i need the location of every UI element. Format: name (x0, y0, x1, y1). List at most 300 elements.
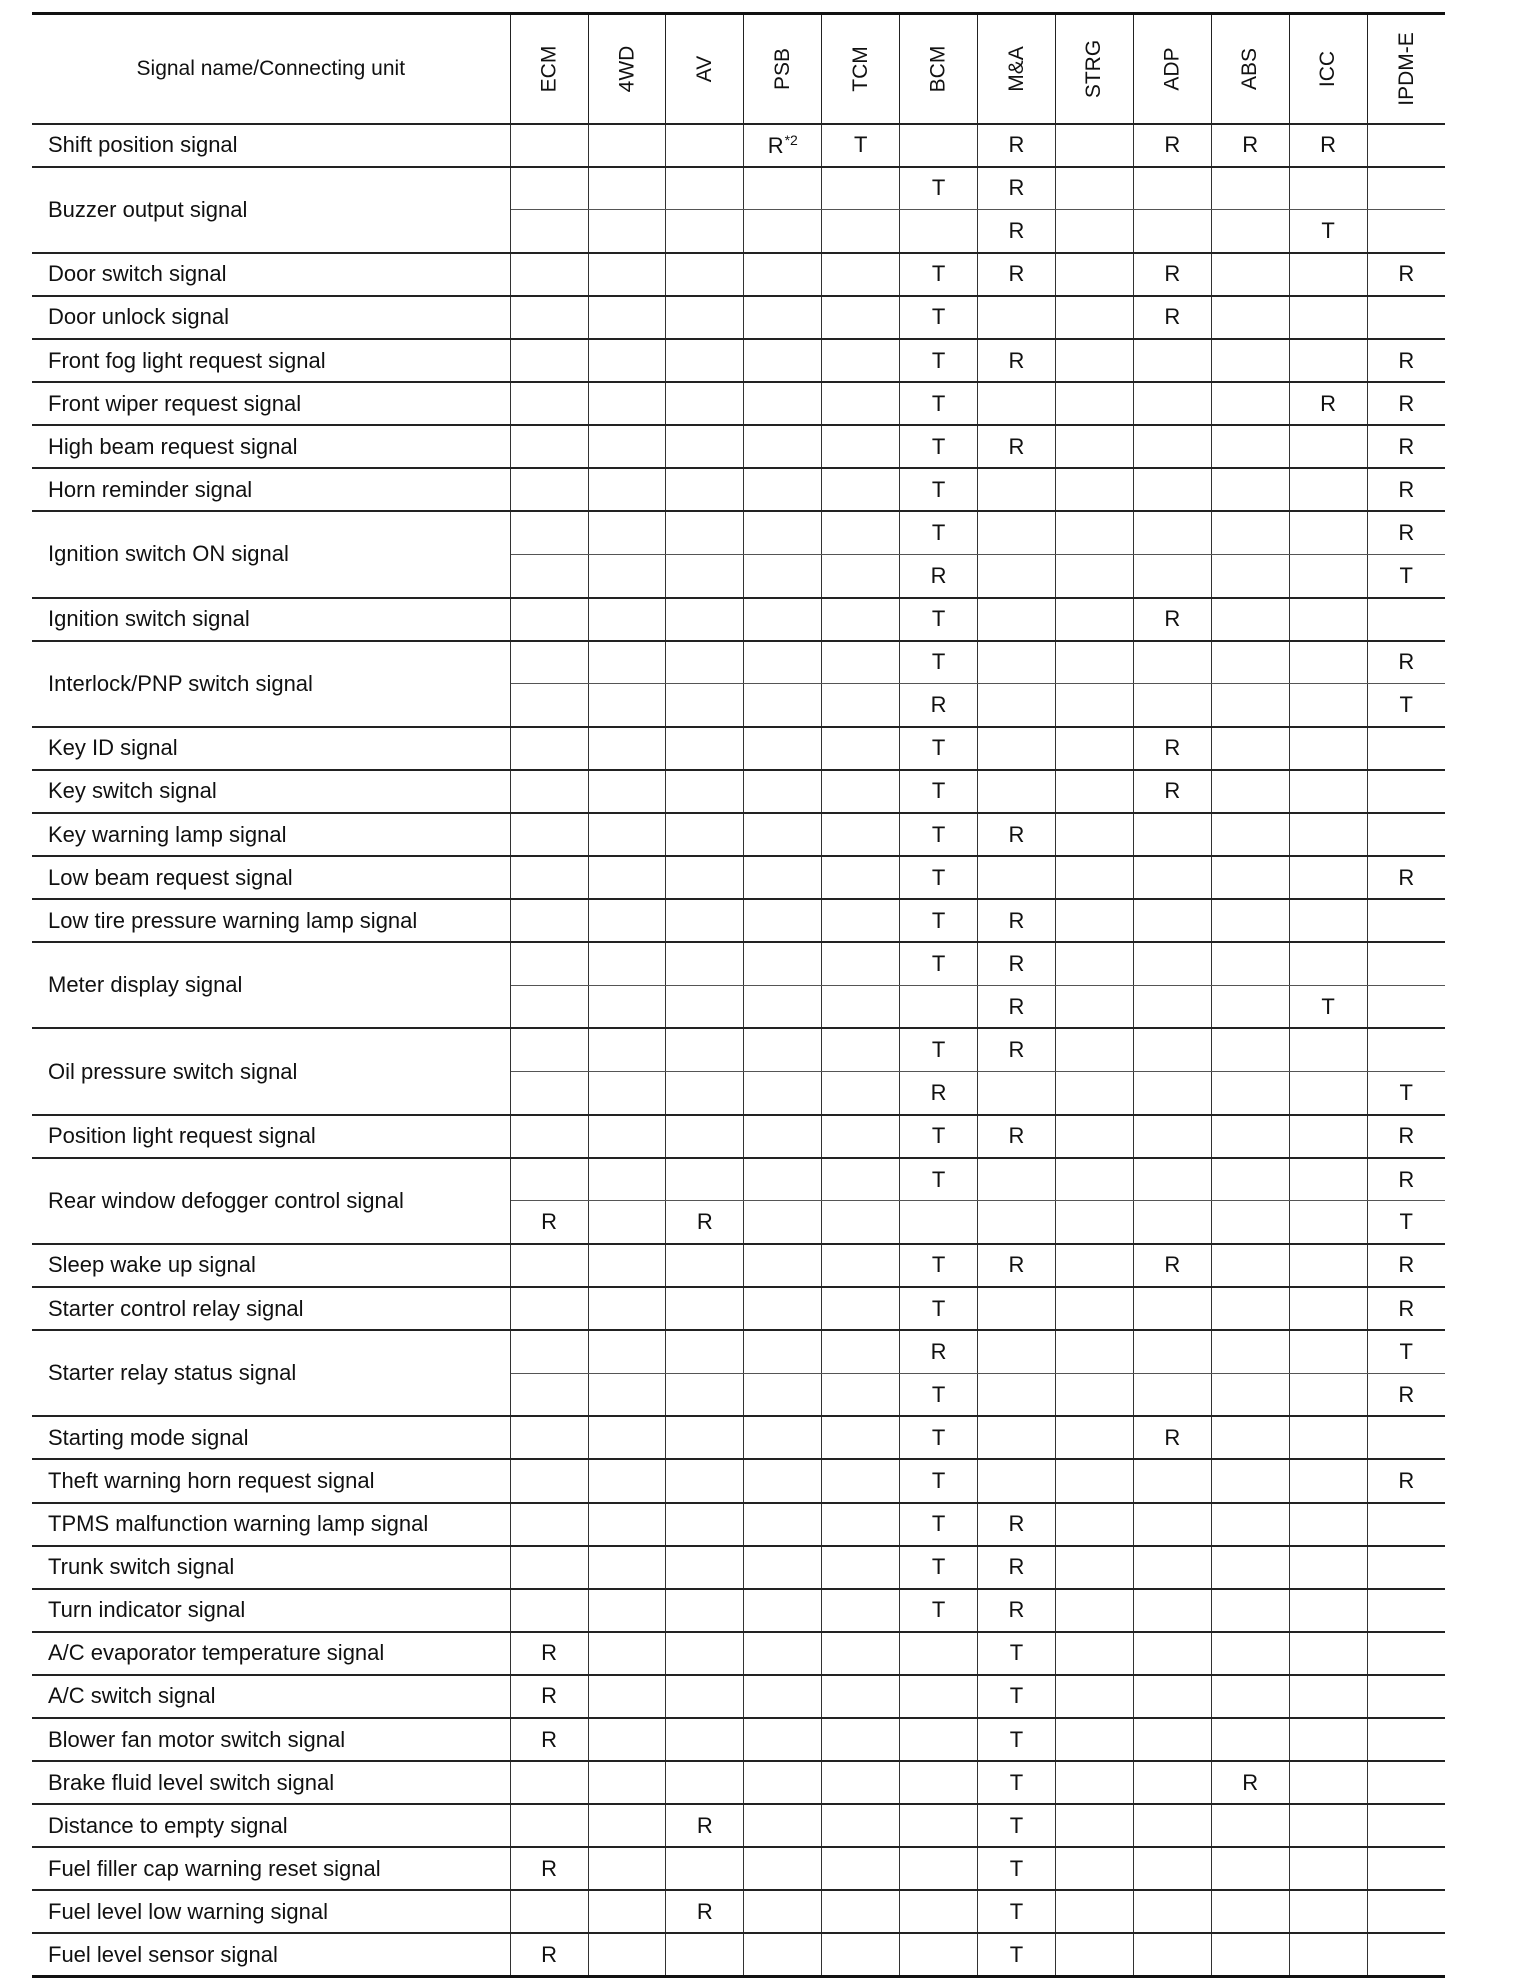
signal-cell-abs (1211, 468, 1289, 511)
signal-cell-strg (1055, 1158, 1133, 1201)
signal-cell-bcm: T (900, 296, 978, 339)
signal-cell-adp (1133, 382, 1211, 425)
signal-cell-adp (1133, 1373, 1211, 1416)
signal-cell-ecm (510, 1287, 588, 1330)
signal-cell-ecm (510, 1028, 588, 1071)
signal-cell-tcm (822, 1072, 900, 1115)
signal-cell-abs (1211, 554, 1289, 597)
signal-cell-psb (744, 1158, 822, 1201)
signal-cell-tcm (822, 1330, 900, 1373)
signal-name-cell: Key switch signal (32, 770, 510, 813)
signal-name-cell: Oil pressure switch signal (32, 1028, 510, 1114)
signal-cell-icc (1289, 1459, 1367, 1502)
signal-cell-bcm (900, 1804, 978, 1847)
signal-cell-bcm: R (900, 1072, 978, 1115)
signal-cell-icc (1289, 1503, 1367, 1546)
signal-cell-4wd (588, 296, 666, 339)
signal-cell-av (666, 1072, 744, 1115)
signal-cell-ecm (510, 1890, 588, 1933)
signal-cell-ipdm-e (1367, 598, 1445, 641)
signal-cell-strg (1055, 770, 1133, 813)
signal-cell-m-a: R (978, 1589, 1056, 1632)
signal-name-cell: Ignition switch ON signal (32, 511, 510, 597)
signal-name-cell: Door switch signal (32, 253, 510, 296)
signal-cell-m-a: T (978, 1761, 1056, 1804)
signal-cell-strg (1055, 942, 1133, 985)
signal-cell-4wd (588, 1115, 666, 1158)
table-row (32, 339, 1445, 382)
signal-cell-psb (744, 210, 822, 253)
unit-header-strg (1055, 14, 1133, 124)
signal-name-cell: A/C evaporator temperature signal (32, 1632, 510, 1675)
signal-cell-abs (1211, 1459, 1289, 1502)
signal-cell-m-a: R (978, 253, 1056, 296)
signal-cell-av (666, 985, 744, 1028)
signal-name-cell: A/C switch signal (32, 1675, 510, 1718)
table-row (32, 124, 1445, 167)
signal-cell-ecm: R (510, 1847, 588, 1890)
signal-cell-tcm (822, 1933, 900, 1976)
table-row (32, 1632, 1445, 1675)
signal-cell-psb (744, 1244, 822, 1287)
signal-cell-abs (1211, 1416, 1289, 1459)
signal-cell-bcm: T (900, 899, 978, 942)
unit-header-label: ECM (537, 45, 561, 93)
signal-cell-ipdm-e: R (1367, 1115, 1445, 1158)
signal-cell-icc (1289, 598, 1367, 641)
signal-cell-ecm (510, 985, 588, 1028)
signal-cell-adp (1133, 511, 1211, 554)
signal-cell-tcm (822, 253, 900, 296)
signal-cell-bcm: T (900, 727, 978, 770)
signal-cell-abs (1211, 1201, 1289, 1244)
signal-cell-bcm: T (900, 1244, 978, 1287)
signal-cell-m-a: R (978, 1503, 1056, 1546)
signal-cell-strg (1055, 598, 1133, 641)
signal-cell-av (666, 511, 744, 554)
signal-cell-4wd (588, 770, 666, 813)
signal-cell-av (666, 1158, 744, 1201)
signal-cell-4wd (588, 1761, 666, 1804)
signal-cell-bcm: T (900, 1589, 978, 1632)
unit-header-label: IPDM-E (1394, 32, 1418, 106)
signal-cell-adp: R (1133, 124, 1211, 167)
signal-cell-icc: R (1289, 124, 1367, 167)
table-row (32, 1718, 1445, 1761)
signal-cell-av (666, 253, 744, 296)
signal-cell-4wd (588, 684, 666, 727)
signal-name-cell: Trunk switch signal (32, 1546, 510, 1589)
unit-header-adp (1133, 14, 1211, 124)
signal-cell-m-a (978, 468, 1056, 511)
signal-cell-m-a (978, 511, 1056, 554)
signal-cell-ecm (510, 1373, 588, 1416)
signal-cell-strg (1055, 985, 1133, 1028)
signal-cell-adp (1133, 554, 1211, 597)
signal-cell-4wd (588, 554, 666, 597)
signal-cell-abs (1211, 339, 1289, 382)
signal-cell-av (666, 1287, 744, 1330)
signal-cell-ipdm-e (1367, 124, 1445, 167)
table-row (32, 641, 1445, 684)
signal-cell-abs (1211, 1804, 1289, 1847)
signal-cell-adp (1133, 1287, 1211, 1330)
signal-cell-4wd (588, 167, 666, 210)
signal-cell-av (666, 296, 744, 339)
signal-name-cell: Turn indicator signal (32, 1589, 510, 1632)
signal-cell-psb (744, 770, 822, 813)
signal-cell-adp (1133, 1761, 1211, 1804)
signal-cell-icc (1289, 1546, 1367, 1589)
signal-cell-ecm (510, 899, 588, 942)
signal-cell-av (666, 641, 744, 684)
signal-cell-icc: T (1289, 210, 1367, 253)
signal-cell-bcm: T (900, 382, 978, 425)
signal-cell-m-a: T (978, 1847, 1056, 1890)
signal-cell-av (666, 210, 744, 253)
signal-cell-m-a (978, 727, 1056, 770)
signal-cell-tcm (822, 1459, 900, 1502)
signal-name-cell: Interlock/PNP switch signal (32, 641, 510, 727)
signal-cell-ecm (510, 1330, 588, 1373)
signal-cell-adp: R (1133, 770, 1211, 813)
signal-cell-psb (744, 598, 822, 641)
signal-cell-adp (1133, 1330, 1211, 1373)
signal-cell-adp (1133, 1072, 1211, 1115)
signal-cell-tcm (822, 727, 900, 770)
signal-cell-icc (1289, 1416, 1367, 1459)
signal-cell-bcm: T (900, 1158, 978, 1201)
signal-cell-av (666, 727, 744, 770)
unit-header-abs (1211, 14, 1289, 124)
signal-cell-ipdm-e: R (1367, 1287, 1445, 1330)
signal-cell-bcm: T (900, 770, 978, 813)
signal-cell-strg (1055, 1503, 1133, 1546)
signal-cell-tcm (822, 382, 900, 425)
signal-cell-m-a (978, 296, 1056, 339)
signal-cell-adp: R (1133, 598, 1211, 641)
signal-cell-bcm: T (900, 856, 978, 899)
signal-cell-bcm: T (900, 1459, 978, 1502)
signal-cell-ipdm-e: R (1367, 641, 1445, 684)
signal-cell-icc (1289, 468, 1367, 511)
signal-cell-adp (1133, 1546, 1211, 1589)
table-row (32, 253, 1445, 296)
signal-cell-strg (1055, 1115, 1133, 1158)
signal-cell-ipdm-e: R (1367, 253, 1445, 296)
signal-cell-bcm (900, 1933, 978, 1976)
signal-cell-bcm (900, 1761, 978, 1804)
signal-cell-ipdm-e (1367, 1933, 1445, 1976)
signal-cell-4wd (588, 641, 666, 684)
signal-cell-icc (1289, 813, 1367, 856)
signal-cell-adp (1133, 468, 1211, 511)
signal-cell-tcm (822, 210, 900, 253)
signal-cell-abs (1211, 856, 1289, 899)
signal-cell-tcm (822, 942, 900, 985)
signal-cell-abs: R (1211, 1761, 1289, 1804)
signal-cell-tcm (822, 1675, 900, 1718)
signal-cell-tcm (822, 899, 900, 942)
signal-cell-abs (1211, 425, 1289, 468)
signal-cell-tcm (822, 598, 900, 641)
signal-cell-strg (1055, 1416, 1133, 1459)
signal-cell-m-a: T (978, 1718, 1056, 1761)
unit-header-label: ADP (1160, 47, 1184, 91)
unit-header-label: M&A (1004, 45, 1028, 92)
signal-cell-tcm (822, 1847, 900, 1890)
signal-cell-tcm (822, 1158, 900, 1201)
unit-header-icc (1289, 14, 1367, 124)
unit-header-psb (744, 14, 822, 124)
signal-cell-strg (1055, 1459, 1133, 1502)
signal-cell-abs: R (1211, 124, 1289, 167)
signal-cell-4wd (588, 985, 666, 1028)
signal-cell-psb: $R^{*2}$ (744, 124, 822, 167)
signal-cell-m-a: R (978, 210, 1056, 253)
signal-cell-ipdm-e (1367, 1890, 1445, 1933)
signal-cell-abs (1211, 1890, 1289, 1933)
signal-cell-strg (1055, 899, 1133, 942)
signal-cell-m-a: R (978, 899, 1056, 942)
signal-cell-psb (744, 296, 822, 339)
table-row (32, 598, 1445, 641)
signal-cell-ipdm-e (1367, 1718, 1445, 1761)
signal-cell-tcm (822, 1718, 900, 1761)
signal-cell-4wd (588, 813, 666, 856)
table-row (32, 899, 1445, 942)
signal-cell-4wd (588, 942, 666, 985)
signal-cell-ipdm-e: T (1367, 1072, 1445, 1115)
signal-cell-adp (1133, 339, 1211, 382)
signal-cell-adp (1133, 1890, 1211, 1933)
signal-cell-psb (744, 1330, 822, 1373)
table-row (32, 770, 1445, 813)
signal-cell-ecm (510, 641, 588, 684)
signal-cell-icc (1289, 1804, 1367, 1847)
signal-cell-abs (1211, 1632, 1289, 1675)
signal-cell-ecm (510, 1158, 588, 1201)
signal-cell-ecm (510, 296, 588, 339)
signal-cell-abs (1211, 1503, 1289, 1546)
signal-cell-ipdm-e (1367, 1546, 1445, 1589)
signal-cell-bcm: T (900, 1115, 978, 1158)
signal-cell-ecm (510, 598, 588, 641)
signal-cell-psb (744, 1459, 822, 1502)
table-row (32, 856, 1445, 899)
signal-cell-psb (744, 468, 822, 511)
table-body (32, 124, 1445, 1977)
signal-cell-tcm (822, 511, 900, 554)
signal-cell-tcm (822, 554, 900, 597)
signal-cell-psb (744, 425, 822, 468)
signal-cell-ipdm-e: R (1367, 1459, 1445, 1502)
signal-cell-psb (744, 511, 822, 554)
signal-cell-strg (1055, 1244, 1133, 1287)
signal-cell-m-a (978, 1158, 1056, 1201)
signal-cell-av (666, 1847, 744, 1890)
signal-cell-adp (1133, 813, 1211, 856)
signal-cell-adp (1133, 1028, 1211, 1071)
signal-cell-icc (1289, 167, 1367, 210)
signal-cell-abs (1211, 727, 1289, 770)
signal-cell-ecm (510, 727, 588, 770)
unit-header-4wd (588, 14, 666, 124)
signal-cell-psb (744, 1761, 822, 1804)
table-row (32, 1804, 1445, 1847)
signal-cell-ecm (510, 382, 588, 425)
signal-cell-m-a (978, 554, 1056, 597)
signal-cell-4wd (588, 1847, 666, 1890)
signal-cell-icc (1289, 856, 1367, 899)
signal-cell-psb (744, 1847, 822, 1890)
signal-cell-4wd (588, 899, 666, 942)
signal-cell-av (666, 1675, 744, 1718)
signal-cell-ecm: R (510, 1718, 588, 1761)
signal-cell-av (666, 942, 744, 985)
table-row (32, 511, 1445, 554)
signal-cell-ipdm-e (1367, 1632, 1445, 1675)
signal-cell-bcm: T (900, 641, 978, 684)
signal-cell-ipdm-e: R (1367, 856, 1445, 899)
signal-cell-abs (1211, 1718, 1289, 1761)
signal-cell-abs (1211, 770, 1289, 813)
table-row (32, 1330, 1445, 1373)
signal-cell-ecm (510, 1459, 588, 1502)
signal-cell-adp (1133, 942, 1211, 985)
signal-cell-adp: R (1133, 253, 1211, 296)
signal-cell-ecm (510, 942, 588, 985)
signal-name-cell: Distance to empty signal (32, 1804, 510, 1847)
signal-cell-tcm (822, 1244, 900, 1287)
signal-cell-abs (1211, 210, 1289, 253)
signal-name-cell: Front wiper request signal (32, 382, 510, 425)
signal-cell-psb (744, 1632, 822, 1675)
signal-cell-av (666, 124, 744, 167)
signal-cell-4wd (588, 511, 666, 554)
signal-cell-av (666, 813, 744, 856)
signal-cell-bcm: T (900, 167, 978, 210)
signal-name-cell: Brake fluid level switch signal (32, 1761, 510, 1804)
signal-cell-abs (1211, 1847, 1289, 1890)
signal-cell-adp (1133, 684, 1211, 727)
signal-cell-ipdm-e: T (1367, 554, 1445, 597)
signal-cell-m-a (978, 856, 1056, 899)
signal-cell-icc (1289, 1072, 1367, 1115)
signal-cell-tcm: T (822, 124, 900, 167)
signal-cell-ecm (510, 1589, 588, 1632)
signal-cell-ecm: R (510, 1933, 588, 1976)
signal-cell-m-a: R (978, 985, 1056, 1028)
signal-cell-psb (744, 554, 822, 597)
signal-cell-bcm: T (900, 1503, 978, 1546)
signal-cell-psb (744, 641, 822, 684)
signal-cell-ipdm-e: R (1367, 425, 1445, 468)
signal-cell-tcm (822, 1028, 900, 1071)
signal-cell-av (666, 684, 744, 727)
signal-cell-icc (1289, 1028, 1367, 1071)
signal-cell-psb (744, 1546, 822, 1589)
signal-cell-abs (1211, 1072, 1289, 1115)
signal-cell-bcm: R (900, 684, 978, 727)
signal-cell-ecm (510, 425, 588, 468)
signal-cell-m-a (978, 684, 1056, 727)
signal-cell-strg (1055, 641, 1133, 684)
signal-cell-4wd (588, 124, 666, 167)
signal-cell-av (666, 1546, 744, 1589)
signal-cell-4wd (588, 1675, 666, 1718)
signal-cell-av (666, 1589, 744, 1632)
signal-cell-tcm (822, 1761, 900, 1804)
signal-cell-bcm: T (900, 813, 978, 856)
signal-cell-icc (1289, 770, 1367, 813)
signal-cell-4wd (588, 1373, 666, 1416)
signal-cell-m-a: T (978, 1632, 1056, 1675)
signal-cell-ecm (510, 1244, 588, 1287)
table-row (32, 813, 1445, 856)
signal-cell-bcm: T (900, 511, 978, 554)
signal-cell-psb (744, 727, 822, 770)
signal-cell-tcm (822, 1589, 900, 1632)
signal-cell-psb (744, 1201, 822, 1244)
signal-cell-adp (1133, 899, 1211, 942)
signal-cell-psb (744, 1115, 822, 1158)
signal-cell-ipdm-e (1367, 296, 1445, 339)
signal-cell-ipdm-e: T (1367, 1201, 1445, 1244)
table-row (32, 296, 1445, 339)
signal-cell-tcm (822, 684, 900, 727)
signal-cell-adp: R (1133, 727, 1211, 770)
signal-cell-bcm (900, 124, 978, 167)
signal-cell-abs (1211, 511, 1289, 554)
signal-cell-abs (1211, 684, 1289, 727)
signal-cell-ipdm-e: R (1367, 468, 1445, 511)
signal-cell-strg (1055, 1330, 1133, 1373)
signal-cell-bcm (900, 1718, 978, 1761)
signal-cell-icc (1289, 727, 1367, 770)
signal-cell-ecm (510, 511, 588, 554)
signal-cell-strg (1055, 1933, 1133, 1976)
signal-cell-av (666, 770, 744, 813)
signal-name-cell: TPMS malfunction warning lamp signal (32, 1503, 510, 1546)
unit-header-label: 4WD (614, 45, 638, 93)
signal-cell-av (666, 382, 744, 425)
signal-cell-adp (1133, 1503, 1211, 1546)
signal-cell-tcm (822, 339, 900, 382)
signal-cell-m-a (978, 1330, 1056, 1373)
signal-cell-ecm: R (510, 1675, 588, 1718)
signal-name-cell: Fuel level sensor signal (32, 1933, 510, 1976)
signal-cell-bcm: T (900, 598, 978, 641)
signal-cell-ecm (510, 1503, 588, 1546)
signal-cell-ipdm-e (1367, 1804, 1445, 1847)
header-row (32, 14, 1445, 124)
signal-cell-ecm (510, 813, 588, 856)
signal-cell-av (666, 856, 744, 899)
signal-cell-4wd (588, 1158, 666, 1201)
signal-cell-av (666, 1244, 744, 1287)
signal-cell-ipdm-e: R (1367, 1244, 1445, 1287)
table-row (32, 1890, 1445, 1933)
signal-cell-tcm (822, 1546, 900, 1589)
signal-cell-adp (1133, 1459, 1211, 1502)
signal-cell-ecm (510, 167, 588, 210)
signal-cell-ecm (510, 339, 588, 382)
signal-cell-ecm (510, 124, 588, 167)
table-row (32, 1028, 1445, 1071)
signal-cell-bcm (900, 1632, 978, 1675)
signal-cell-tcm (822, 985, 900, 1028)
